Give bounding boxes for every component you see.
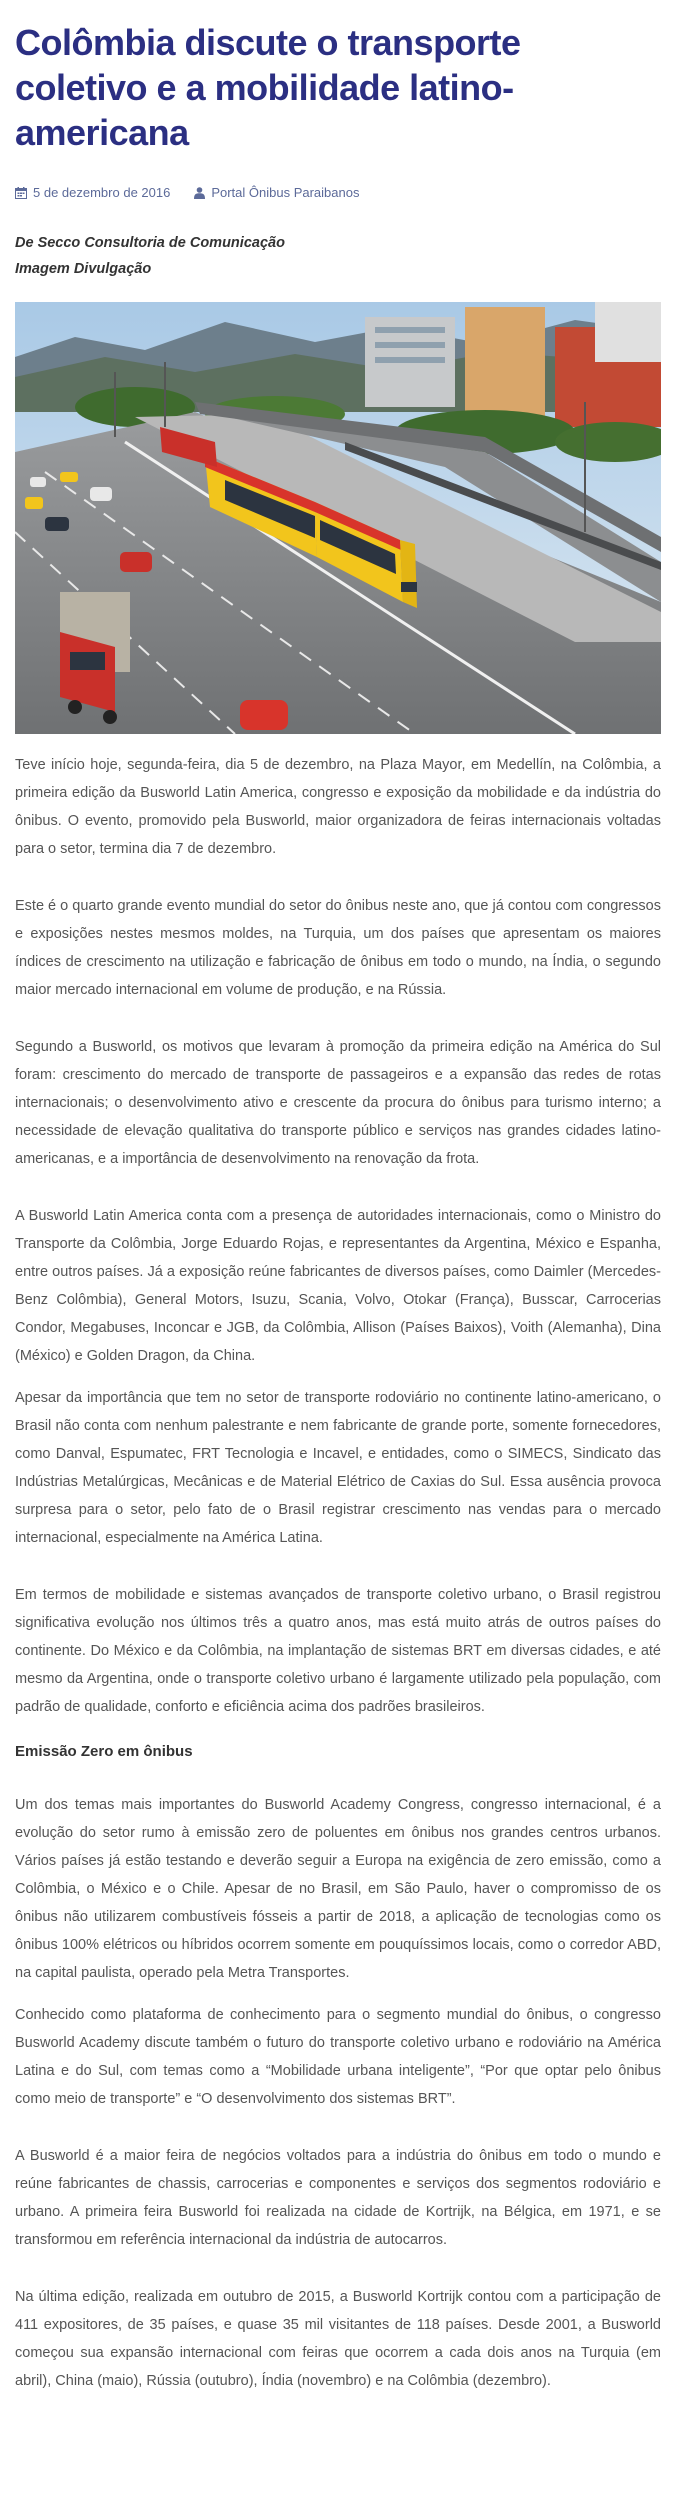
- paragraph: A Busworld Latin America conta com a presença de autoridades internacionais, como o Ministro do Transporte da Colômbia, Jorge Eduardo Rojas, e representantes da Argentina, México e Espanha, entre outros países. Já a exposição reúne fabricantes de diversos países, como Daimler (Mercedes-Benz Colômbia), General Motors, Isuzu, Scania, Volvo, Otokar (França), Busscar, Carrocerias Condor, Megabuses, Inconcar e JGB, da Colômbia, Allison (Países Baixos), Voith (Alemanha), Dina (México) e Golden Dragon, da China.: [15, 1208, 661, 1364]
- paragraph: Este é o quarto grande evento mundial do setor do ônibus neste ano, que já contou com congressos e exposições nestes mesmos moldes, na Turquia, um dos países que apresentam os maiores índices de crescimento na utilização e fabricação de ônibus em todo o mundo, na Índia, o segundo maior mercado internacional em volume de produção, e na Rússia.: [15, 898, 661, 998]
- article-date-link[interactable]: 5 de dezembro de 2016: [33, 185, 171, 200]
- article-title: Colômbia discute o transporte coletivo e a mobilidade latino-americana: [15, 22, 521, 153]
- calendar-icon: [15, 187, 27, 199]
- paragraph: Conhecido como plataforma de conhecimento para o segmento mundial do ônibus, o congresso Busworld Academy discute também o futuro do transporte coletivo urbano e rodoviário na América Latina e do Sul, com temas como a “Mobilidade urbana inteligente”, “Por que optar pelo ônibus como meio de transporte” e “O desenvolvimento dos sistemas BRT”.: [15, 2007, 661, 2107]
- article-photo: [15, 302, 661, 734]
- credit-line: Imagem Divulgação: [15, 261, 152, 277]
- section-heading: Emissão Zero em ônibus: [15, 1743, 193, 1760]
- paragraph: Segundo a Busworld, os motivos que levaram à promoção da primeira edição na América do Sul foram: crescimento do mercado de transporte de passageiros e a expansão das redes de rotas internacionais; o desenvolvimento ativo e crescente da procura do ônibus para turismo interno; a necessidade de elevação qualitativa do transporte público e serviços nas grandes cidades latino-americanas, e a importância de desenvolvimento na renovação da frota.: [15, 1039, 661, 1167]
- article-credits: [15, 230, 661, 282]
- article-body: [15, 751, 661, 2395]
- paragraph: Teve início hoje, segunda-feira, dia 5 de dezembro, na Plaza Mayor, em Medellín, na Colômbia, a primeira edição da Busworld Latin America, congresso e exposição da mobilidade e da indústria do ônibus. O evento, promovido pela Busworld, maior organizadora de feiras internacionais voltadas para o setor, termina dia 7 de dezembro.: [15, 757, 661, 857]
- paragraph: Na última edição, realizada em outubro de 2015, a Busworld Kortrijk contou com a participação de 411 expositores, de 35 países, e quase 35 mil visitantes de 118 países. Desde 2001, a Busworld começou sua expansão internacional com feiras que ocorrem a cada dois anos na Turquia (em abril), China (maio), Rússia (outubro), Índia (novembro) e na Colômbia (dezembro).: [15, 2289, 661, 2389]
- paragraph: A Busworld é a maior feira de negócios voltados para a indústria do ônibus em todo o mundo e reúne fabricantes de chassis, carrocerias e componentes e serviços dos segmentos rodoviário e urbano. A primeira feira Busworld foi realizada na cidade de Kortrijk, na Bélgica, em 1971, e se transformou em referência internacional da indústria de autocarros.: [15, 2148, 661, 2248]
- paragraph: Um dos temas mais importantes do Busworld Academy Congress, congresso internacional, é a evolução do setor rumo à emissão zero de poluentes em ônibus nos grandes centros urbanos. Vários países já estão testando e deverão seguir a Europa na exigência de zero emissão, como a Colômbia, o México e o Chile. Apesar de no Brasil, em São Paulo, haver o compromisso de os ônibus não utilizarem combustíveis fósseis a partir de 2018, a aplicação de tecnologias como os ônibus 100% elétricos ou híbridos ocorrem somente em pouquíssimos locais, como o corredor ABD, na capital paulista, operado pela Metra Transportes.: [15, 1797, 661, 1981]
- article-meta: [15, 185, 661, 200]
- paragraph: Em termos de mobilidade e sistemas avançados de transporte coletivo urbano, o Brasil registrou significativa evolução nos últimos três a quatro anos, mas está muito atrás de outros países do continente. Do México e da Colômbia, na implantação de sistemas BRT em diversas cidades, e até mesmo da Argentina, onde o transporte coletivo urbano é largamente utilizado pela população, com padrão de qualidade, conforto e eficiência acima dos padrões brasileiros.: [15, 1587, 661, 1715]
- paragraph: Apesar da importância que tem no setor de transporte rodoviário no continente latino-americano, o Brasil não conta com nenhum palestrante e nem fabricante de grande porte, somente fornecedores, como Danval, Espumatec, FRT Tecnologia e Incavel, e entidades, como o SIMECS, Sindicato das Indústrias Metalúrgicas, Mecânicas e de Material Elétrico de Caxias do Sul. Essa ausência provoca surpresa para o setor, pelo fato de o Brasil registrar crescimento nas vendas para o mercado internacional, especialmente na América Latina.: [15, 1390, 661, 1546]
- article-author-link[interactable]: Portal Ônibus Paraibanos: [211, 185, 360, 200]
- user-icon: [194, 187, 205, 199]
- credit-line: De Secco Consultoria de Comunicação: [15, 235, 285, 251]
